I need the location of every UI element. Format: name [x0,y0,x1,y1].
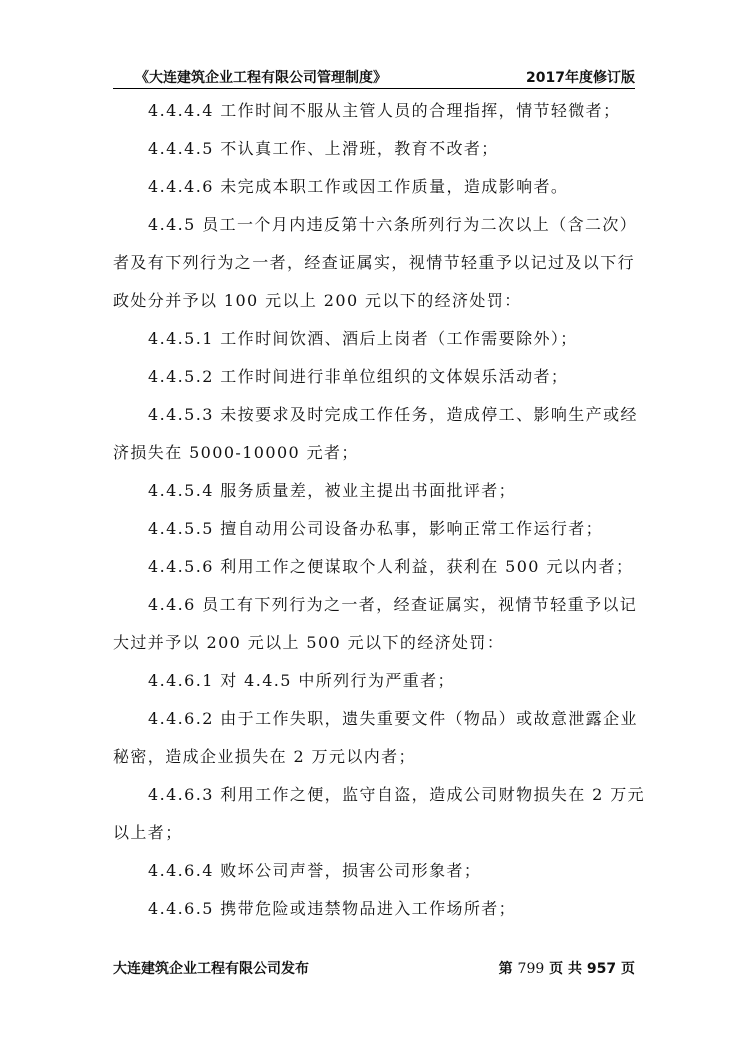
page-middle: 页 共 [549,961,583,977]
paragraph-line: 4.4.4.5 不认真工作、上滑班，教育不改者； [148,139,499,158]
paragraph-line: 4.4.6.3 利用工作之便，监守自盗，造成公司财物损失在 2 万元 [148,785,646,804]
paragraph-line: 4.4.4.6 未完成本职工作或因工作质量，造成影响者。 [148,177,569,196]
paragraph-line: 4.4.6.5 携带危险或违禁物品进入工作场所者； [148,899,517,918]
document-title: 《大连建筑企业工程有限公司管理制度》 [135,70,387,86]
paragraph-line: 4.4.5.5 擅自动用公司设备办私事，影响正常工作运行者； [148,519,604,538]
paragraph-line: 4.4.5.4 服务质量差，被业主提出书面批评者； [148,481,517,500]
paragraph-line: 4.4.5.6 利用工作之便谋取个人利益，获利在 500 元以内者； [148,557,634,576]
paragraph-line: 4.4.5.3 未按要求及时完成工作任务，造成停工、影响生产或经 [148,405,638,424]
page-footer [113,958,635,984]
paragraph-line: 大过并予以 200 元以上 500 元以下的经济处罚： [113,633,505,652]
page-header [113,62,635,89]
paragraph-line: 政处分并予以 100 元以上 200 元以下的经济处罚： [113,291,522,310]
paragraph-line: 以上者； [113,823,183,842]
page-prefix: 第 [498,961,513,977]
page-total: 957 [586,961,617,977]
paragraph-line: 4.4.6.4 败坏公司声誉，损害公司形象者； [148,861,482,880]
paragraph-line: 4.4.5 员工一个月内违反第十六条所列行为二次以上（含二次） [148,215,638,234]
paragraph-line: 4.4.6.2 由于工作失职，遗失重要文件（物品）或故意泄露企业 [148,709,638,728]
paragraph-line: 4.4.6.1 对 4.4.5 中所列行为严重者； [148,671,455,690]
publisher: 大连建筑企业工程有限公司发布 [113,961,309,977]
paragraph-line: 4.4.6 员工有下列行为之一者，经查证属实，视情节轻重予以记 [148,595,638,614]
page-number [499,958,635,978]
paragraph-line: 4.4.5.1 工作时间饮酒、酒后上岗者（工作需要除外）； [148,329,578,348]
paragraph-line: 秘密，造成企业损失在 2 万元以内者； [113,747,416,766]
document-version: 2017年度修订版 [526,70,635,86]
paragraph-line: 4.4.5.2 工作时间进行非单位组织的文体娱乐活动者； [148,367,569,386]
paragraph-line: 济损失在 5000-10000 元者； [113,443,359,462]
paragraph-line: 者及有下列行为之一者，经查证属实，视情节轻重予以记过及以下行 [113,253,636,272]
paragraph-line: 4.4.4.4 工作时间不服从主管人员的合理指挥，情节轻微者； [148,101,621,120]
page-suffix: 页 [621,961,635,977]
page-current: 799 [517,961,545,977]
